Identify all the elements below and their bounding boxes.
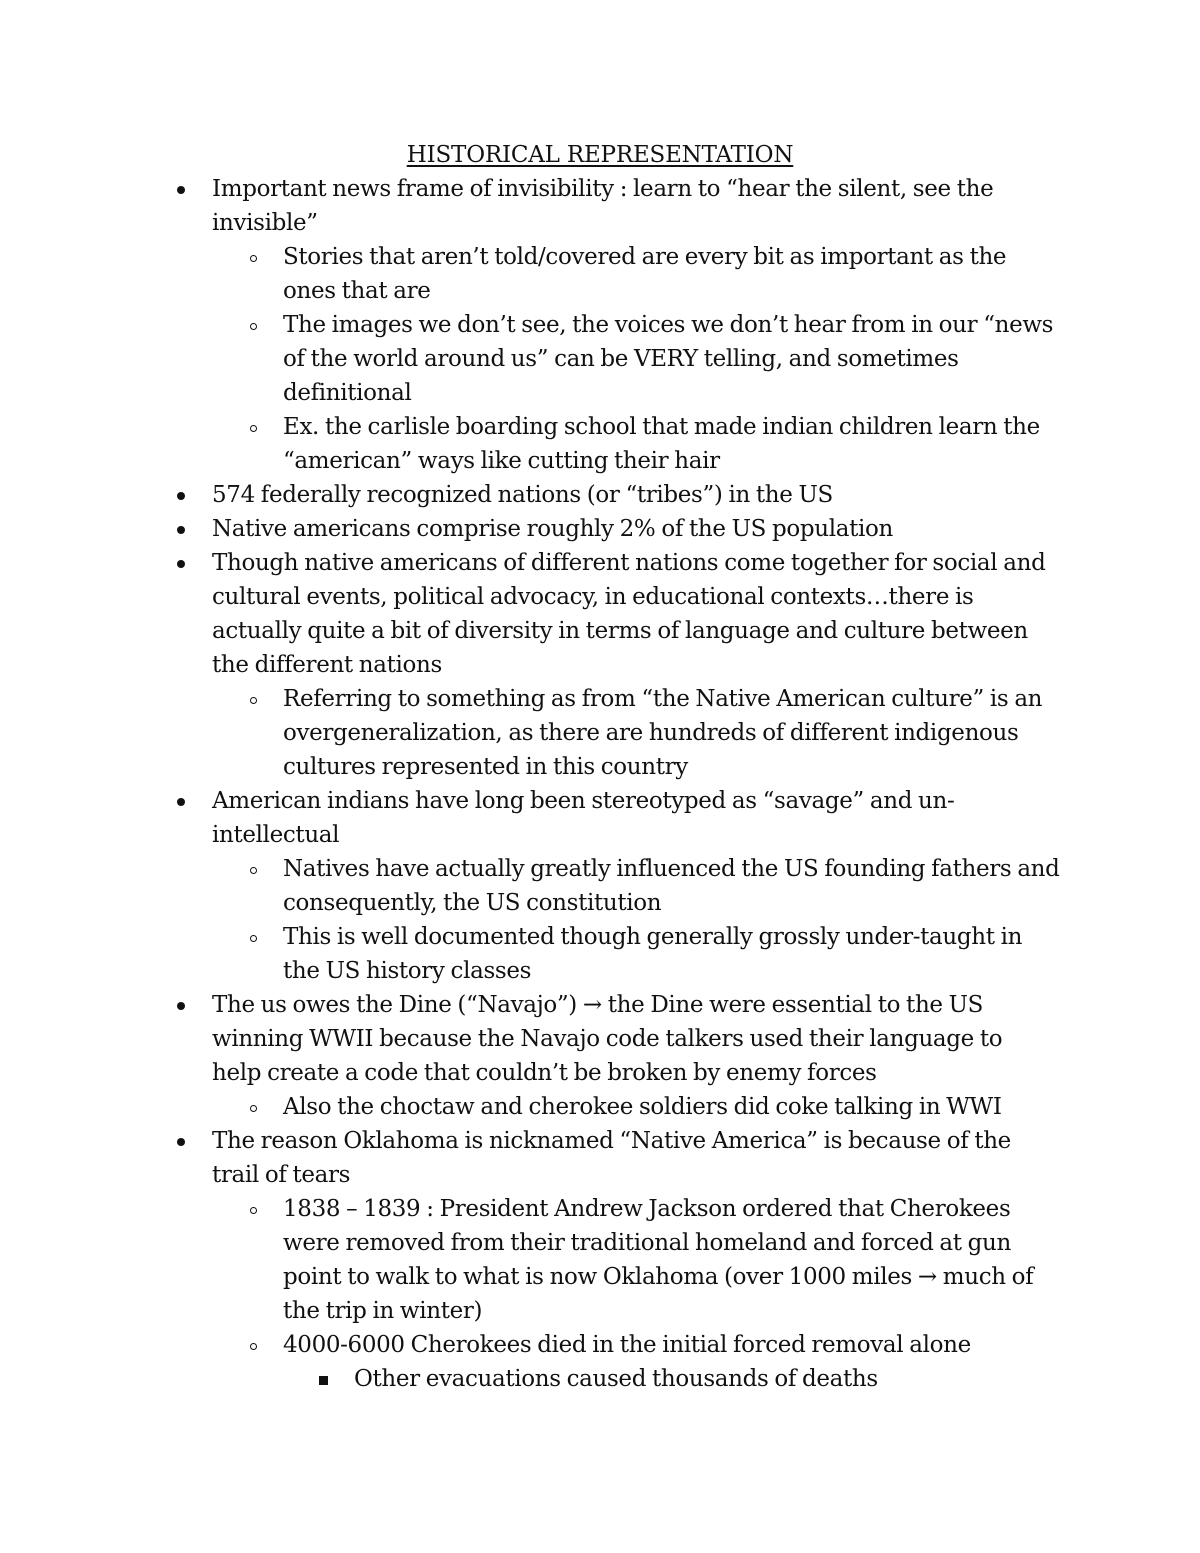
list-item-text: Ex. the carlisle boarding school that made indian children learn the “american” ways like cutting their hair: [283, 414, 1040, 474]
list-item: [0, 1362, 1054, 1396]
list-item-text: American indians have long been stereotyped as “savage” and un-intellectual: [212, 788, 955, 848]
list-item-text: The reason Oklahoma is nicknamed “Native America” is because of the trail of tears: [212, 1128, 1011, 1188]
disc-bullet-icon: [174, 172, 188, 206]
list-item-text: Native americans comprise roughly 2% of the US population: [212, 516, 893, 542]
list-item: [0, 512, 1052, 546]
disc-bullet-icon: [174, 512, 188, 546]
list-item: [0, 240, 1063, 308]
list-item: [0, 546, 1052, 682]
list-item-text: Important news frame of invisibility : learn to “hear the silent, see the invisible”: [212, 176, 994, 236]
list-item-text: 1838 – 1839 : President Andrew Jackson ordered that Cherokees were removed from their traditional homeland and forced at gun point to walk to what is now Oklahoma (over 1000 miles → much of the trip in winter): [283, 1196, 1034, 1324]
circle-bullet-icon: [246, 1192, 260, 1226]
list-item-text: Also the choctaw and cherokee soldiers did coke talking in WWI: [283, 1094, 1002, 1120]
list-item-text: 574 federally recognized nations (or “tribes”) in the US: [212, 482, 833, 508]
circle-bullet-icon: [246, 1090, 260, 1124]
list-item: [0, 478, 1052, 512]
list-item: [0, 682, 1063, 784]
bullet-list: [0, 172, 1200, 1396]
list-item-text: The images we don’t see, the voices we don’t hear from in our “news of the world around us” can be VERY telling, and sometimes definitional: [283, 312, 1054, 406]
list-item-text: Referring to something as from “the Native American culture” is an overgeneralization, as there are hundreds of different indigenous cultures represented in this country: [283, 686, 1043, 780]
circle-bullet-icon: [246, 682, 260, 716]
list-item: [0, 920, 1063, 988]
list-item: [0, 1328, 1063, 1362]
square-bullet-icon: [316, 1362, 330, 1396]
circle-bullet-icon: [246, 920, 260, 954]
list-item: [0, 1124, 1052, 1192]
list-item: [0, 988, 1052, 1090]
list-item-text: Natives have actually greatly influenced the US founding fathers and consequently, the US constitution: [283, 856, 1060, 916]
list-item-text: This is well documented though generally grossly under-taught in the US history classes: [283, 924, 1023, 984]
list-item: [0, 1090, 1063, 1124]
page-title: HISTORICAL REPRESENTATION: [406, 142, 794, 168]
list-item-text: Stories that aren’t told/covered are every bit as important as the ones that are: [283, 244, 1007, 304]
circle-bullet-icon: [246, 240, 260, 274]
circle-bullet-icon: [246, 410, 260, 444]
circle-bullet-icon: [246, 308, 260, 342]
list-item: [0, 172, 1052, 240]
list-item: [0, 784, 1052, 852]
disc-bullet-icon: [174, 988, 188, 1022]
list-item-text: Though native americans of different nations come together for social and cultural events, political advocacy, in educational contexts…there is actually quite a bit of diversity in terms of language and culture between the different nations: [212, 550, 1046, 678]
list-item-text: 4000-6000 Cherokees died in the initial forced removal alone: [283, 1332, 971, 1358]
list-item-text: Other evacuations caused thousands of deaths: [354, 1366, 878, 1392]
disc-bullet-icon: [174, 478, 188, 512]
list-item: [0, 1192, 1063, 1328]
list-item-text: The us owes the Dine (“Navajo”) → the Dine were essential to the US winning WWII because the Navajo code talkers used their language to help create a code that couldn’t be broken by enemy forces: [212, 992, 1003, 1086]
list-item: [0, 308, 1063, 410]
circle-bullet-icon: [246, 852, 260, 886]
list-item: [0, 852, 1063, 920]
disc-bullet-icon: [174, 546, 188, 580]
circle-bullet-icon: [246, 1328, 260, 1362]
list-item: [0, 410, 1063, 478]
disc-bullet-icon: [174, 784, 188, 818]
disc-bullet-icon: [174, 1124, 188, 1158]
